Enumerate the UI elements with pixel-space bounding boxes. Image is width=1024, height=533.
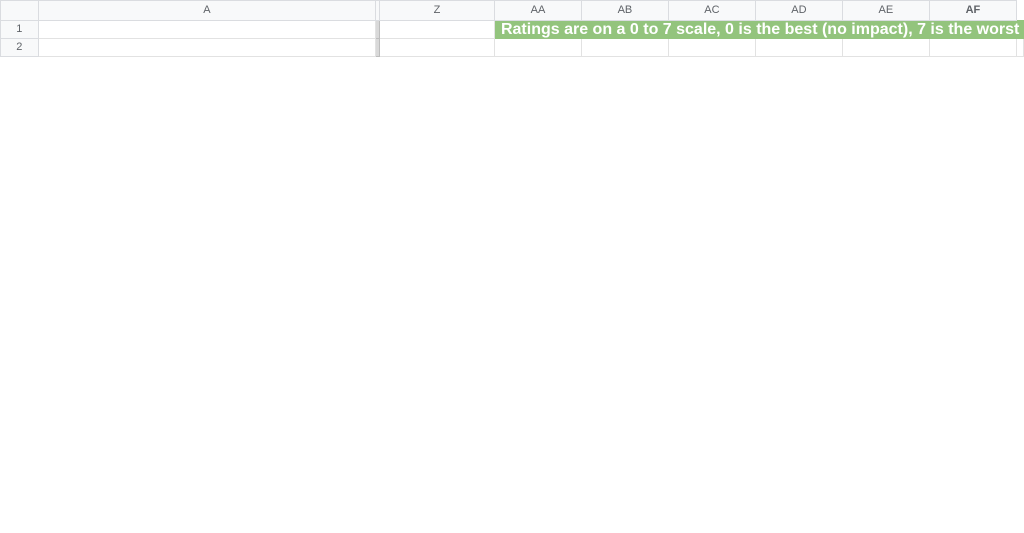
cell-empty[interactable] <box>581 39 668 57</box>
row-header-1[interactable]: 1 <box>1 21 39 39</box>
cell-empty[interactable] <box>494 39 581 57</box>
cell-a1[interactable] <box>38 21 375 39</box>
cell-z1[interactable] <box>380 21 495 39</box>
cell-empty[interactable] <box>668 39 755 57</box>
column-header-ae[interactable]: AE <box>842 1 929 21</box>
sheet-row-1 <box>1 21 1024 39</box>
header-banner[interactable]: Ratings are on a 0 to 7 scale, 0 is the best (no impact), 7 is the worst <box>494 21 1023 39</box>
column-header-row <box>1 1 1024 21</box>
cell-empty[interactable] <box>1017 39 1024 57</box>
cell-empty[interactable] <box>929 39 1016 57</box>
column-header-ad[interactable]: AD <box>755 1 842 21</box>
select-all-corner[interactable] <box>1 1 39 21</box>
column-header-a[interactable]: A <box>38 1 375 21</box>
sheet-row-2 <box>1 39 1024 57</box>
cell-empty[interactable] <box>842 39 929 57</box>
sheet-grid <box>0 0 1024 57</box>
cell-z2[interactable] <box>380 39 495 57</box>
cell-empty[interactable] <box>755 39 842 57</box>
column-header-af[interactable]: AF <box>929 1 1016 21</box>
column-header-aa[interactable]: AA <box>494 1 581 21</box>
cell-a2[interactable] <box>38 39 375 57</box>
column-header-ab[interactable]: AB <box>581 1 668 21</box>
column-header-ac[interactable]: AC <box>668 1 755 21</box>
row-header-2[interactable]: 2 <box>1 39 39 57</box>
column-header-z[interactable]: Z <box>380 1 495 21</box>
